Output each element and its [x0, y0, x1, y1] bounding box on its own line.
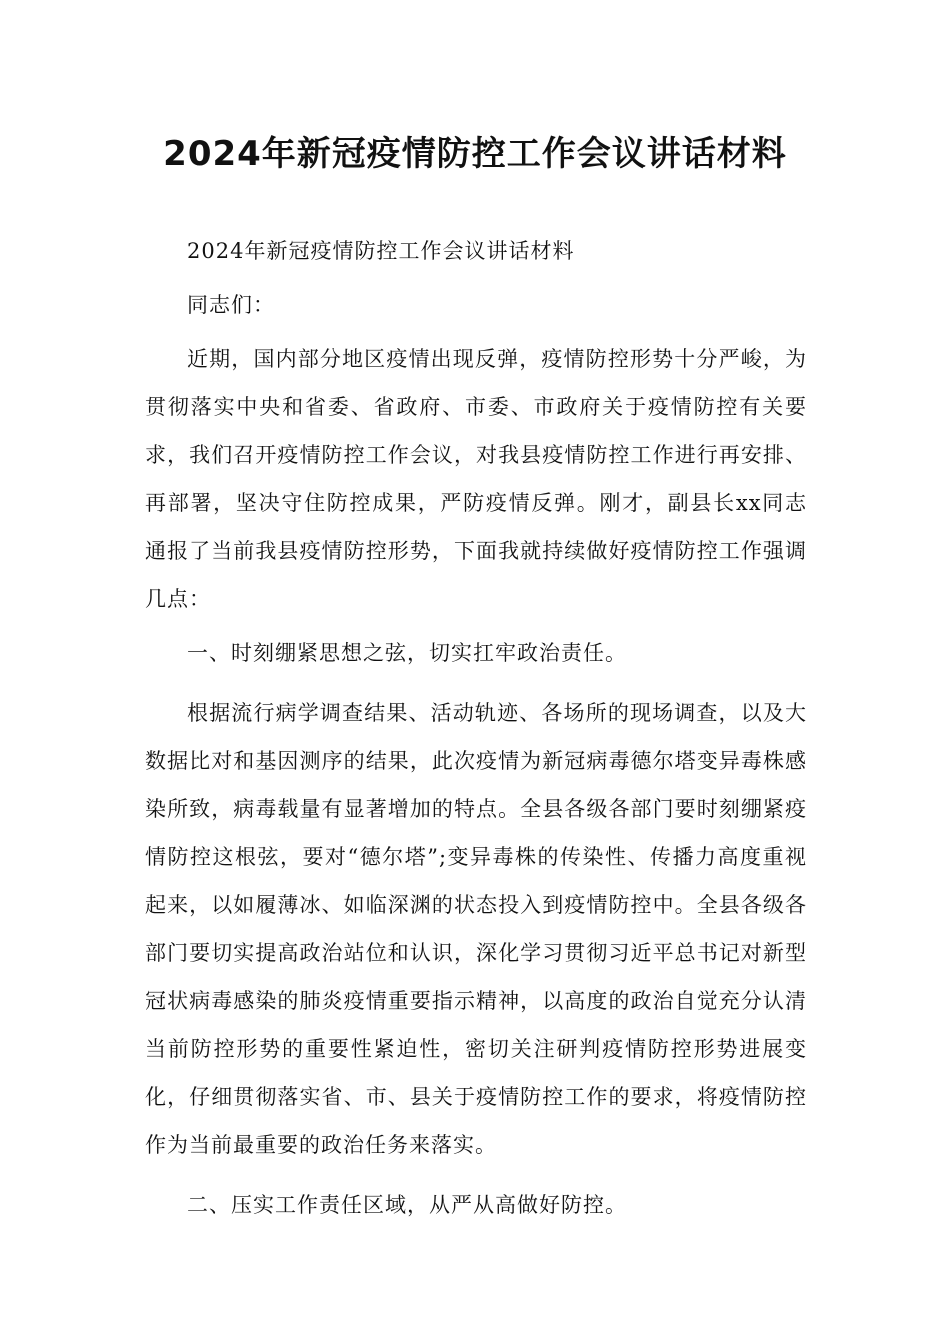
subtitle-paragraph: 2024年新冠疫情防控工作会议讲话材料 [187, 239, 575, 263]
salutation-paragraph: 同志们： [187, 293, 275, 317]
section-heading-2: 二、压实工作责任区域，从严从高做好防控。 [187, 1193, 627, 1217]
section-1-paragraph: 根据流行病学调查结果、活动轨迹、各场所的现场调查，以及大数据比对和基因测序的结果，此次疫情为新冠病毒德尔塔变异毒株感染所致，病毒载量有显著增加的特点。全县各级各部门要时刻绷紧疫情防控这根弦，要对“德尔塔”;变异毒株的传染性、传播力高度重视起来，以如履薄冰、如临深渊的状态投入到疫情防控中。全县各级各部门要切实提高政治站位和认识，深化学习贯彻习近平总书记对新型冠状病毒感染的肺炎疫情重要指示精神，以高度的政治自觉充分认清当前防控形势的重要性紧迫性，密切关注研判疫情防控形势进展变化，仔细贯彻落实省、市、县关于疫情防控工作的要求，将疫情防控作为当前最重要的政治任务来落实。 [145, 701, 807, 1157]
document-body [145, 227, 807, 1235]
section-heading-1: 一、时刻绷紧思想之弦，切实扛牢政治责任。 [187, 641, 627, 665]
intro-paragraph: 近期，国内部分地区疫情出现反弹，疫情防控形势十分严峻，为贯彻落实中央和省委、省政府、市委、市政府关于疫情防控有关要求，我们召开疫情防控工作会议，对我县疫情防控工作进行再安排、再部署，坚决守住防控成果，严防疫情反弹。刚才，副县长xx同志通报了当前我县疫情防控形势，下面我就持续做好疫情防控工作强调几点： [145, 347, 807, 611]
document-title: 2024年新冠疫情防控工作会议讲话材料 [163, 134, 787, 174]
